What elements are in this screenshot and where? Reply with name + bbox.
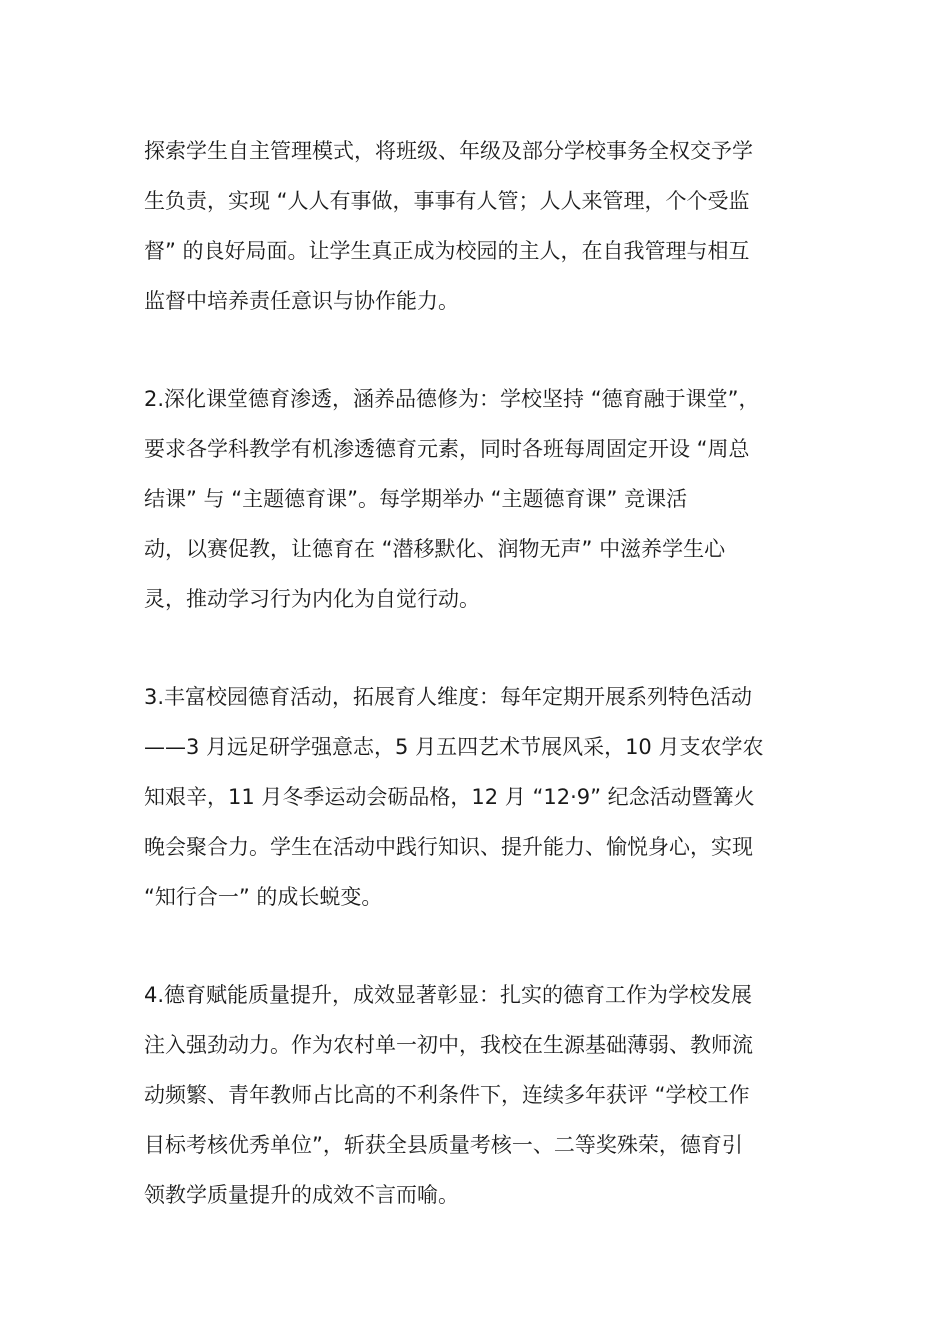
text-line: “知行合一” 的成长蜕变。 (144, 885, 383, 909)
text-line: 结课” 与 “主题德育课”。每学期举办 “主题德育课” 竞课活 (144, 487, 688, 511)
paragraph-campus-activities (144, 672, 814, 922)
text-line: 生负责，实现 “人人有事做，事事有人管；人人来管理，个个受监 (144, 189, 750, 213)
text-line: 监督中培养责任意识与协作能力。 (144, 289, 459, 313)
text-line: 动，以赛促教，让德育在 “潜移默化、润物无声” 中滋养学生心 (144, 537, 726, 561)
text-line: 知艰辛，11 月冬季运动会砺品格，12 月 “12·9” 纪念活动暨篝火 (144, 785, 755, 809)
paragraph-student-self-management (144, 126, 814, 326)
paragraph-quality-improvement (144, 970, 814, 1220)
text-line: 灵，推动学习行为内化为自觉行动。 (144, 587, 480, 611)
text-line: 督” 的良好局面。让学生真正成为校园的主人，在自我管理与相互 (144, 239, 750, 263)
text-line: 4.德育赋能质量提升，成效显著彰显：扎实的德育工作为学校发展 (144, 983, 753, 1007)
text-line: 要求各学科教学有机渗透德育元素，同时各班每周固定开设 “周总 (144, 437, 750, 461)
text-line: ——3 月远足研学强意志，5 月五四艺术节展风采，10 月支农学农 (144, 735, 764, 759)
text-line: 2.深化课堂德育渗透，涵养品德修为：学校坚持 “德育融于课堂”， (144, 387, 760, 411)
text-line: 目标考核优秀单位”，斩获全县质量考核一、二等奖殊荣，德育引 (144, 1133, 743, 1157)
text-line: 探索学生自主管理模式，将班级、年级及部分学校事务全权交予学 (144, 139, 753, 163)
text-line: 动频繁、青年教师占比高的不利条件下，连续多年获评 “学校工作 (144, 1083, 750, 1107)
text-line: 领教学质量提升的成效不言而喻。 (144, 1183, 459, 1207)
text-line: 晚会聚合力。学生在活动中践行知识、提升能力、愉悦身心，实现 (144, 835, 753, 859)
text-line: 3.丰富校园德育活动，拓展育人维度：每年定期开展系列特色活动 (144, 685, 753, 709)
paragraph-classroom-moral-education (144, 374, 814, 624)
text-line: 注入强劲动力。作为农村单一初中，我校在生源基础薄弱、教师流 (144, 1033, 753, 1057)
